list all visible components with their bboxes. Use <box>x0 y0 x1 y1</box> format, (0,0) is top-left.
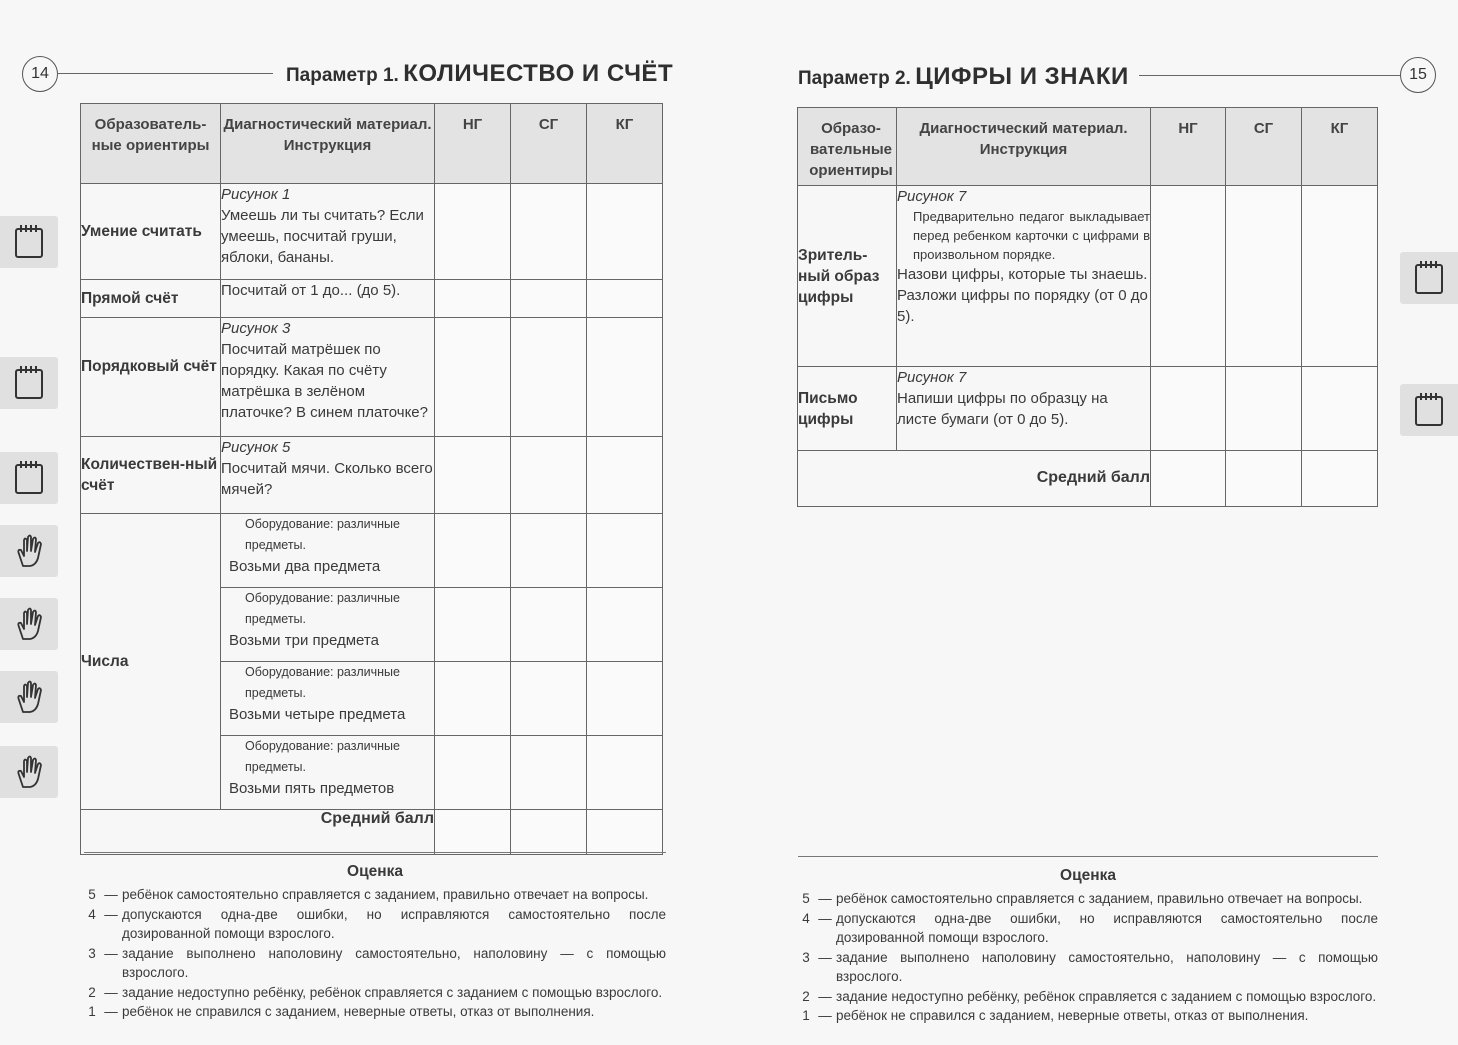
score-sg-cell[interactable] <box>1226 367 1302 451</box>
score-sg-cell[interactable] <box>511 318 587 437</box>
rating-score: 1 <box>88 1004 96 1019</box>
teacher-note: Предварительно педагог выкладывает перед ребенком карточки с цифрами в произвольном порядке. <box>913 209 1150 262</box>
rating-text: задание выполнено наполовину самостоятельно, наполовину — с помощью взрослого. <box>836 949 1378 984</box>
rating-score: 2 <box>88 984 96 1000</box>
rating-text: ребёнок самостоятельно справляется с заданием, правильно отвечает на вопросы. <box>122 887 649 902</box>
score-kg-cell[interactable] <box>587 184 663 280</box>
header-kg: КГ <box>587 104 663 184</box>
average-row <box>81 810 663 855</box>
score-sg-cell[interactable] <box>511 514 587 588</box>
assessment-table <box>80 103 663 855</box>
equipment-note: Оборудование: различные предметы. <box>245 739 400 774</box>
equipment-note: Оборудование: различные предметы. <box>245 665 400 700</box>
score-ng-cell[interactable] <box>435 318 511 437</box>
orient-cell: Зритель-ный образ цифры <box>798 186 897 367</box>
score-ng-cell[interactable] <box>1151 186 1226 367</box>
figure-ref: Рисунок 7 <box>897 369 967 386</box>
average-kg-cell[interactable] <box>587 810 663 855</box>
instruction-text: Умеешь ли ты считать? Если умеешь, посчитай груши, яблоки, бананы. <box>221 207 424 266</box>
rating-dash: — <box>818 988 832 1004</box>
score-ng-cell[interactable] <box>435 437 511 514</box>
header-ng: НГ <box>435 104 511 184</box>
rating-dash: — <box>104 906 118 922</box>
rating-dash: — <box>818 1008 832 1023</box>
instruction-text: Посчитай матрёшек по порядку. Какая по счёту матрёшка в зелёном платочке? В синем платочке? <box>221 341 428 421</box>
material-cell <box>221 588 435 662</box>
rating-text: задание недоступно ребёнку, ребёнок справляется с заданием с помощью взрослого. <box>836 988 1377 1004</box>
score-sg-cell[interactable] <box>1226 186 1302 367</box>
score-kg-cell[interactable] <box>587 588 663 662</box>
side-tab[interactable] <box>1400 384 1458 436</box>
rating-dash: — <box>104 887 118 902</box>
score-sg-cell[interactable] <box>511 280 587 318</box>
rating-text: задание выполнено наполовину самостоятельно, наполовину — с помощью взрослого. <box>122 945 666 980</box>
side-tab[interactable] <box>0 598 58 650</box>
figure-ref: Рисунок 1 <box>221 186 291 203</box>
table-row <box>81 318 663 437</box>
rating-dash: — <box>818 949 832 965</box>
table-row <box>81 514 663 588</box>
material-cell <box>221 184 435 280</box>
orient-cell: Умение считать <box>81 184 221 280</box>
figure-ref: Рисунок 7 <box>897 188 967 205</box>
rating-item <box>798 1006 1378 1026</box>
instruction-text: Назови цифры, которые ты знаешь. Разложи цифры по порядку (от 0 до 5). <box>897 266 1148 325</box>
page-number: 14 <box>22 56 58 92</box>
notebook-icon <box>1412 391 1446 429</box>
rating-item <box>798 889 1378 909</box>
side-tab[interactable] <box>1400 252 1458 304</box>
rating-item <box>798 909 1378 948</box>
rating-text: ребёнок не справился с заданием, неверные ответы, отказ от выполнения. <box>836 1008 1309 1023</box>
table-row <box>81 184 663 280</box>
title-text: КОЛИЧЕСТВО И СЧЁТ <box>403 60 674 87</box>
rating-item <box>84 944 666 983</box>
orient-cell: Порядковый счёт <box>81 318 221 437</box>
hand-icon <box>12 753 46 791</box>
score-ng-cell[interactable] <box>1151 367 1226 451</box>
rating-item <box>84 1002 666 1022</box>
orient-cell: Прямой счёт <box>81 280 221 318</box>
page-title <box>798 63 1129 91</box>
average-label: Средний балл <box>81 810 435 855</box>
equipment-note: Оборудование: различные предметы. <box>245 591 400 626</box>
side-tab[interactable] <box>0 525 58 577</box>
average-label: Средний балл <box>798 451 1151 507</box>
score-sg-cell[interactable] <box>511 184 587 280</box>
side-tab[interactable] <box>0 452 58 504</box>
header-material: Диагностический материал. Инструкция <box>897 108 1151 186</box>
notebook-icon <box>12 364 46 402</box>
score-kg-cell[interactable] <box>587 437 663 514</box>
header-kg: КГ <box>1302 108 1378 186</box>
score-ng-cell[interactable] <box>435 588 511 662</box>
score-ng-cell[interactable] <box>435 514 511 588</box>
rating-text: задание недоступно ребёнку, ребёнок справляется с заданием с помощью взрослого. <box>122 984 663 1000</box>
orient-cell-numbers: Числа <box>81 514 221 810</box>
score-kg-cell[interactable] <box>587 662 663 736</box>
material-cell <box>221 437 435 514</box>
rating-dash: — <box>818 910 832 926</box>
instruction-text: Возьми четыре предмета <box>229 706 406 723</box>
side-tab[interactable] <box>0 746 58 798</box>
score-kg-cell[interactable] <box>1302 367 1378 451</box>
notebook-icon <box>12 223 46 261</box>
assessment-table <box>797 107 1378 507</box>
rating-text: допускаются одна-две ошибки, но исправляются самостоятельно после дозированной помощи взрослого. <box>836 910 1378 945</box>
hand-icon <box>12 532 46 570</box>
hand-icon <box>12 605 46 643</box>
material-cell <box>221 514 435 588</box>
table-row <box>81 280 663 318</box>
rating-score: 1 <box>802 1008 810 1023</box>
page-title <box>286 60 673 88</box>
score-sg-cell[interactable] <box>511 662 587 736</box>
rating-score: 2 <box>802 988 810 1004</box>
title-text: ЦИФРЫ И ЗНАКИ <box>915 63 1129 90</box>
score-sg-cell[interactable] <box>511 736 587 810</box>
instruction-text: Посчитай от 1 до... (до 5). <box>221 282 401 299</box>
header-sg: СГ <box>511 104 587 184</box>
instruction-text: Возьми три предмета <box>229 632 379 649</box>
title-prefix: Параметр 1. <box>286 65 399 86</box>
average-sg-cell[interactable] <box>511 810 587 855</box>
table-row <box>798 367 1378 451</box>
score-ng-cell[interactable] <box>435 736 511 810</box>
material-cell <box>221 280 435 318</box>
orient-cell: Количествен-ный счёт <box>81 437 221 514</box>
score-ng-cell[interactable] <box>435 662 511 736</box>
average-row <box>798 451 1378 507</box>
notebook-icon <box>1412 259 1446 297</box>
title-prefix: Параметр 2. <box>798 68 911 89</box>
rating-item <box>84 905 666 944</box>
rating-dash: — <box>104 984 118 1000</box>
table-header-row <box>798 108 1378 186</box>
instruction-text: Возьми два предмета <box>229 558 381 575</box>
rating-item <box>798 948 1378 987</box>
material-cell <box>897 367 1151 451</box>
rating-title: Оценка <box>347 863 403 880</box>
equipment-note: Оборудование: различные предметы. <box>245 517 400 552</box>
rating-dash: — <box>104 945 118 961</box>
rating-score: 3 <box>802 949 810 965</box>
material-cell <box>221 662 435 736</box>
score-ng-cell[interactable] <box>435 280 511 318</box>
header-rule <box>1139 75 1401 76</box>
page-number: 15 <box>1400 57 1436 93</box>
average-sg-cell[interactable] <box>1226 451 1302 507</box>
score-sg-cell[interactable] <box>511 437 587 514</box>
rating-rule <box>84 852 666 853</box>
rating-score: 3 <box>88 945 96 961</box>
header-rule <box>58 73 273 74</box>
rating-text: ребёнок не справился с заданием, неверные ответы, отказ от выполнения. <box>122 1004 595 1019</box>
rating-title: Оценка <box>1060 867 1116 884</box>
header-orient: Образо-вательные ориентиры <box>798 108 897 186</box>
material-cell <box>897 186 1151 367</box>
material-cell <box>221 318 435 437</box>
orient-cell: Письмо цифры <box>798 367 897 451</box>
rating-score: 4 <box>88 906 96 922</box>
figure-ref: Рисунок 5 <box>221 439 291 456</box>
instruction-text: Возьми пять предметов <box>229 780 395 797</box>
average-ng-cell[interactable] <box>435 810 511 855</box>
table-row <box>798 186 1378 367</box>
score-sg-cell[interactable] <box>511 588 587 662</box>
header-material: Диагностический материал. Инструкция <box>221 104 435 184</box>
right-page <box>729 0 1458 1045</box>
score-kg-cell[interactable] <box>587 280 663 318</box>
rating-score: 5 <box>88 887 96 902</box>
figure-ref: Рисунок 3 <box>221 320 291 337</box>
side-tab[interactable] <box>0 671 58 723</box>
instruction-text: Напиши цифры по образцу на листе бумаги (от 0 до 5). <box>897 390 1108 428</box>
score-kg-cell[interactable] <box>587 514 663 588</box>
hand-icon <box>12 678 46 716</box>
rating-rule <box>798 856 1378 857</box>
side-tab[interactable] <box>0 357 58 409</box>
rating-dash: — <box>104 1004 118 1019</box>
rating-item <box>84 983 666 1003</box>
header-orient: Образователь-ные ориентиры <box>81 104 221 184</box>
rating-dash: — <box>818 891 832 906</box>
header-sg: СГ <box>1226 108 1302 186</box>
rating-score: 5 <box>802 891 810 906</box>
rating-item <box>798 987 1378 1007</box>
score-kg-cell[interactable] <box>587 736 663 810</box>
rating-section <box>798 856 1378 1026</box>
notebook-icon <box>12 459 46 497</box>
rating-text: допускаются одна-две ошибки, но исправляются самостоятельно после дозированной помощи взрослого. <box>122 906 666 941</box>
table-row <box>81 437 663 514</box>
average-kg-cell[interactable] <box>1302 451 1378 507</box>
score-ng-cell[interactable] <box>435 184 511 280</box>
header-ng: НГ <box>1151 108 1226 186</box>
rating-item <box>84 885 666 905</box>
score-kg-cell[interactable] <box>587 318 663 437</box>
score-kg-cell[interactable] <box>1302 186 1378 367</box>
rating-section <box>84 852 666 1022</box>
material-cell <box>221 736 435 810</box>
rating-text: ребёнок самостоятельно справляется с заданием, правильно отвечает на вопросы. <box>836 891 1363 906</box>
average-ng-cell[interactable] <box>1151 451 1226 507</box>
rating-score: 4 <box>802 910 810 926</box>
table-header-row <box>81 104 663 184</box>
instruction-text: Посчитай мячи. Сколько всего мячей? <box>221 460 433 498</box>
side-tab[interactable] <box>0 216 58 268</box>
